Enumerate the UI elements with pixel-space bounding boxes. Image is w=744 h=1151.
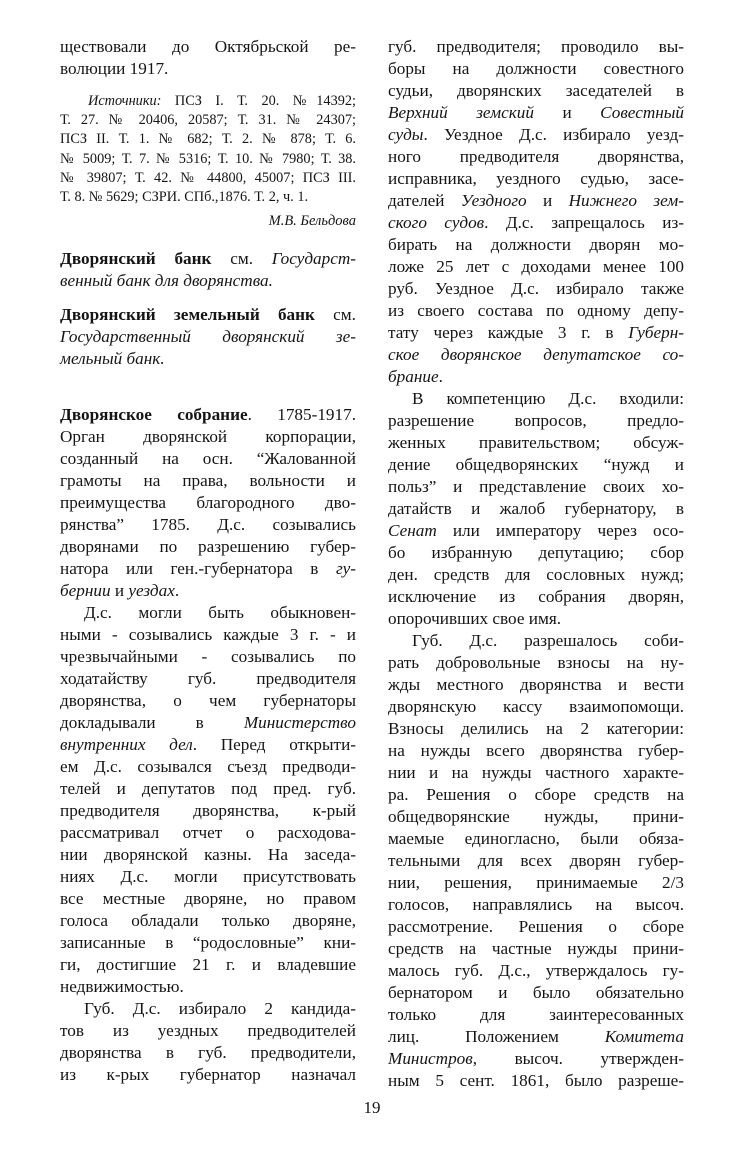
text-line [60, 712, 356, 734]
text-run: записанные в “родословные” кни- [60, 933, 356, 952]
text-line [60, 111, 356, 130]
text-run: рать добровольные взносы на ну- [388, 653, 684, 672]
text-line [388, 828, 684, 850]
text-run: боры на должности совестного [388, 59, 684, 78]
text-run: средств на частные нужды прини- [388, 939, 684, 958]
entry-headword: Дворянский банк [60, 249, 212, 268]
author-signature [60, 210, 356, 232]
text-run: Т. 27. № 20406, 20587; Т. 31. № 24307; [60, 112, 356, 129]
text-run: ра. Решения о сборе средств на [388, 785, 684, 804]
text-line [60, 348, 356, 370]
text-line [60, 1064, 356, 1086]
italic-cross-reference: ского судов [388, 213, 485, 232]
text-run: датайств и жалоб губернатору, в [388, 499, 684, 518]
text-run: В компетенцию Д.с. входили: [412, 389, 684, 408]
text-line [60, 426, 356, 448]
text-line [388, 894, 684, 916]
italic-cross-reference: ское дворянское депутатское со- [388, 345, 684, 364]
italic-cross-reference: Совестный [600, 103, 684, 122]
text-run: нии, решения, принимаемые 2/3 [388, 873, 684, 892]
text-run: на нужды всего дворянства губер- [388, 741, 684, 760]
text-run: лиц. Положением [388, 1027, 605, 1046]
text-run: № 39807; Т. 42. № 44800, 45007; ПСЗ III. [60, 169, 356, 186]
text-run: бирать на должности дворян мо- [388, 235, 684, 254]
text-line [60, 188, 356, 207]
text-run: ного предводителя дворянства, [388, 147, 684, 166]
text-run: польз” и представление своих хо- [388, 477, 684, 496]
text-run: губ. предводителя; проводило вы- [388, 37, 684, 56]
italic-cross-reference: гу- [335, 559, 356, 578]
entry-continuation [60, 36, 356, 80]
italic-cross-reference: Уездного [460, 191, 527, 210]
text-run: . [438, 367, 443, 386]
text-line [60, 36, 356, 58]
page-number: 19 [363, 1098, 381, 1117]
text-run: тату через каждые 3 г. в [388, 323, 629, 342]
italic-cross-reference: Комитета [604, 1027, 684, 1046]
text-line [388, 982, 684, 1004]
text-run: ПСЗ I. Т. 20. №14392; [161, 93, 356, 109]
text-run: М.В. Бельдова [268, 213, 356, 229]
entry-headword: Дворянский земельный банк [60, 305, 315, 324]
text-run: бо избранную депутацию; сбор [388, 543, 684, 562]
text-line [60, 822, 356, 844]
italic-cross-reference: Государственный дворянский зе- [60, 327, 356, 346]
text-line [388, 256, 684, 278]
text-run: телей и депутатов под пред. губ. [60, 779, 356, 798]
text-line [388, 630, 684, 652]
text-run: голоса обладали только дворяне, [60, 911, 356, 930]
text-run: дворянскую кассу взаимопомощи. [388, 697, 684, 716]
text-line [60, 998, 356, 1020]
text-line [388, 36, 684, 58]
text-run: разрешение вопросов, предло- [388, 411, 684, 430]
entry-headword: Дворянское собрание [60, 405, 248, 424]
text-line [388, 432, 684, 454]
text-run: нии и на нужды частного характе- [388, 763, 684, 782]
text-run: . Перед открыти- [192, 735, 356, 754]
text-run: ги, достигшие 21 г. и владевшие [60, 955, 356, 974]
text-line [388, 168, 684, 190]
text-run: докладывали в [60, 713, 244, 732]
text-run: общедворянские нужды, прини- [388, 807, 684, 826]
text-run: дателей [388, 191, 461, 210]
text-line [60, 932, 356, 954]
text-line [388, 850, 684, 872]
text-line [60, 1020, 356, 1042]
italic-cross-reference: Верхний земский [388, 103, 534, 122]
text-run: судьи, дворянских заседателей в [388, 81, 684, 100]
text-line [388, 212, 684, 234]
text-line [60, 866, 356, 888]
text-line [388, 762, 684, 784]
text-run: ниях Д.с. могли присутствовать [60, 867, 356, 886]
text-line [388, 542, 684, 564]
text-run: тов из уездных предводителей [60, 1021, 356, 1040]
text-run: бернатором и было обязательно [388, 983, 684, 1002]
text-line [60, 448, 356, 470]
text-line [388, 960, 684, 982]
text-run: малось губ. Д.с., утверждалось гу- [388, 961, 684, 980]
italic-cross-reference: бернии [60, 581, 111, 600]
text-line [60, 910, 356, 932]
text-run: нии дворянской казны. На заседа- [60, 845, 356, 864]
text-line [60, 304, 356, 326]
text-line [60, 1042, 356, 1064]
text-run: и [533, 103, 601, 122]
text-run: маемые единогласно, были обяза- [388, 829, 684, 848]
text-run: предводителя дворянства, к-рый [60, 801, 356, 820]
text-line [60, 580, 356, 602]
text-run: ем Д.с. созывался съезд предводи- [60, 757, 356, 776]
text-line [60, 844, 356, 866]
text-line [388, 520, 684, 542]
text-line [60, 58, 356, 80]
text-line [388, 454, 684, 476]
text-line [60, 92, 356, 111]
text-line [388, 586, 684, 608]
text-run: исправника, уездного судью, засе- [388, 169, 684, 188]
italic-cross-reference: суды [388, 125, 424, 144]
text-line [388, 234, 684, 256]
text-run: Д.с. могли быть обыкновен- [84, 603, 356, 622]
text-line [60, 326, 356, 348]
text-run: дворянства, о чем губернаторы [60, 691, 356, 710]
text-line [60, 492, 356, 514]
text-run: . Уездное Д.с. избирало уезд- [423, 125, 684, 144]
text-line [388, 608, 684, 630]
text-run: дворянства в губ. предводители, [60, 1043, 356, 1062]
text-line [388, 718, 684, 740]
text-run: № 5009; Т. 7. № 5316; Т. 10. № 7980; Т. 38. [60, 150, 356, 167]
text-line [388, 388, 684, 410]
text-line [388, 806, 684, 828]
text-line [60, 514, 356, 536]
text-run: ден. средств для сословных нужд; [388, 565, 684, 584]
text-run: только для заинтересованных [388, 1005, 684, 1024]
text-line [60, 470, 356, 492]
text-run: . Д.с. запрещалось из- [484, 213, 684, 232]
text-line [60, 404, 356, 426]
text-line [388, 80, 684, 102]
text-line [388, 344, 684, 366]
text-run: грамоты на права, вольности и [60, 471, 356, 490]
text-run: дворянами по разрешению губер- [60, 537, 356, 556]
text-line [60, 778, 356, 800]
text-run: ложе 25 лет с доходами менее 100 [388, 257, 684, 276]
text-run: женных правительством; обсуж- [388, 433, 684, 452]
text-run: тельными для всех дворян губер- [388, 851, 684, 870]
italic-cross-reference: венный банк для дворянства. [60, 271, 273, 290]
italic-cross-reference: брание [388, 367, 439, 386]
text-line [60, 602, 356, 624]
text-run: и [526, 191, 569, 210]
text-run: см. [211, 249, 272, 268]
text-line [60, 624, 356, 646]
text-run: дение общедворянских “нужд и [388, 455, 684, 474]
text-line [60, 130, 356, 149]
italic-cross-reference: Министерство [243, 713, 356, 732]
text-run: Орган дворянской корпорации, [60, 427, 356, 446]
text-line [388, 190, 684, 212]
text-run: волюции 1917. [60, 59, 169, 78]
text-line [60, 169, 356, 188]
italic-cross-reference: Источники: [88, 93, 162, 109]
italic-cross-reference: мельный банк. [60, 349, 165, 368]
text-run: ществовали до Октябрьской ре- [60, 37, 356, 56]
text-run: рассматривал отчет о расходова- [60, 823, 356, 842]
text-run: Губ. Д.с. разрешалось соби- [412, 631, 684, 650]
text-line [388, 366, 684, 388]
text-line [388, 740, 684, 762]
text-line [60, 954, 356, 976]
text-line [388, 102, 684, 124]
entry-dvoryansky-zemelny-bank [60, 304, 356, 370]
text-run: из своего состава по одному депу- [388, 301, 684, 320]
text-run: голосов, направлялись на высоч. [388, 895, 684, 914]
text-run: чрезвычайными - созывались по [60, 647, 356, 666]
text-run: . [174, 581, 180, 600]
text-line [388, 58, 684, 80]
italic-cross-reference: Сенат [388, 521, 437, 540]
text-run: преимущества благородного дво- [60, 493, 356, 512]
text-line [388, 872, 684, 894]
text-line [388, 1048, 684, 1070]
text-line [60, 210, 356, 232]
text-line [60, 536, 356, 558]
italic-cross-reference: Губерн- [628, 323, 684, 342]
text-line [60, 150, 356, 169]
text-line [388, 784, 684, 806]
text-line [388, 1070, 684, 1092]
paragraph-competence [388, 388, 684, 630]
text-run: ными - созывались каждые 3 г. - и [60, 625, 356, 644]
text-line [388, 124, 684, 146]
text-run: . 1785-1917. [247, 405, 356, 424]
text-line [388, 498, 684, 520]
text-line [60, 888, 356, 910]
text-run: жды местного дворянства и вести [388, 675, 684, 694]
text-run: рассмотрение. Решения о сборе [388, 917, 684, 936]
text-line [388, 300, 684, 322]
text-line [60, 270, 356, 292]
italic-cross-reference: Министров [388, 1049, 473, 1068]
text-line [388, 410, 684, 432]
text-line [388, 322, 684, 344]
text-line [388, 476, 684, 498]
paragraph-contributions [388, 630, 684, 1092]
text-run: или императору через осо- [436, 521, 684, 540]
text-line [388, 652, 684, 674]
paragraph-elections-cont [388, 36, 684, 388]
text-run: руб. Уездное Д.с. избирало также [388, 279, 684, 298]
text-line [60, 800, 356, 822]
sources-paragraph [60, 92, 356, 207]
entry-dvoryansky-bank [60, 248, 356, 292]
text-line [60, 646, 356, 668]
text-line [60, 756, 356, 778]
text-run: ходатайству губ. предводителя [60, 669, 356, 688]
text-run: и [110, 581, 129, 600]
text-line [388, 1026, 684, 1048]
text-run: рянства” 1785. Д.с. созывались [60, 515, 356, 534]
text-run: созданный на осн. “Жалованной [60, 449, 356, 468]
text-run: все местные дворяне, но правом [60, 889, 356, 908]
text-line [60, 248, 356, 270]
italic-cross-reference: Нижнего зем- [568, 191, 684, 210]
text-line [60, 734, 356, 756]
text-line [60, 668, 356, 690]
text-run: см. [314, 305, 356, 324]
text-run: Т. 8. № 5629; СЗРИ. СПб.,1876. Т. 2, ч. 1. [60, 188, 309, 205]
text-run: Взносы делились на 2 категории: [388, 719, 684, 738]
text-run: недвижимостью. [60, 977, 184, 996]
italic-cross-reference: Государст- [271, 249, 356, 268]
text-line [388, 278, 684, 300]
right-column [388, 36, 684, 1092]
text-run: исключение из собрания дворян, [388, 587, 684, 606]
text-line [388, 938, 684, 960]
text-run: ным 5 сент. 1861, было разреше- [388, 1071, 684, 1090]
text-run: , высоч. утвержден- [472, 1049, 684, 1068]
text-line [60, 690, 356, 712]
text-run: натора или ген.-губернатора в [60, 559, 336, 578]
text-run: Губ. Д.с. избирало 2 кандида- [84, 999, 356, 1018]
text-line [388, 564, 684, 586]
text-run: ПСЗ II. Т. 1. № 682; Т. 2. № 878; Т. 6. [60, 131, 356, 148]
italic-cross-reference: внутренних дел [60, 735, 193, 754]
text-line [388, 1004, 684, 1026]
text-line [388, 696, 684, 718]
paragraph-types [60, 602, 356, 998]
text-line [388, 146, 684, 168]
entry-dvoryanskoe-sobranie [60, 404, 356, 602]
text-run: из к-рых губернатор назначал [60, 1065, 356, 1084]
paragraph-elections [60, 998, 356, 1086]
italic-cross-reference: уездах [128, 581, 175, 600]
text-line [388, 916, 684, 938]
text-line [60, 558, 356, 580]
text-line [388, 674, 684, 696]
text-run: опорочивших свое имя. [388, 609, 562, 628]
text-line [60, 976, 356, 998]
